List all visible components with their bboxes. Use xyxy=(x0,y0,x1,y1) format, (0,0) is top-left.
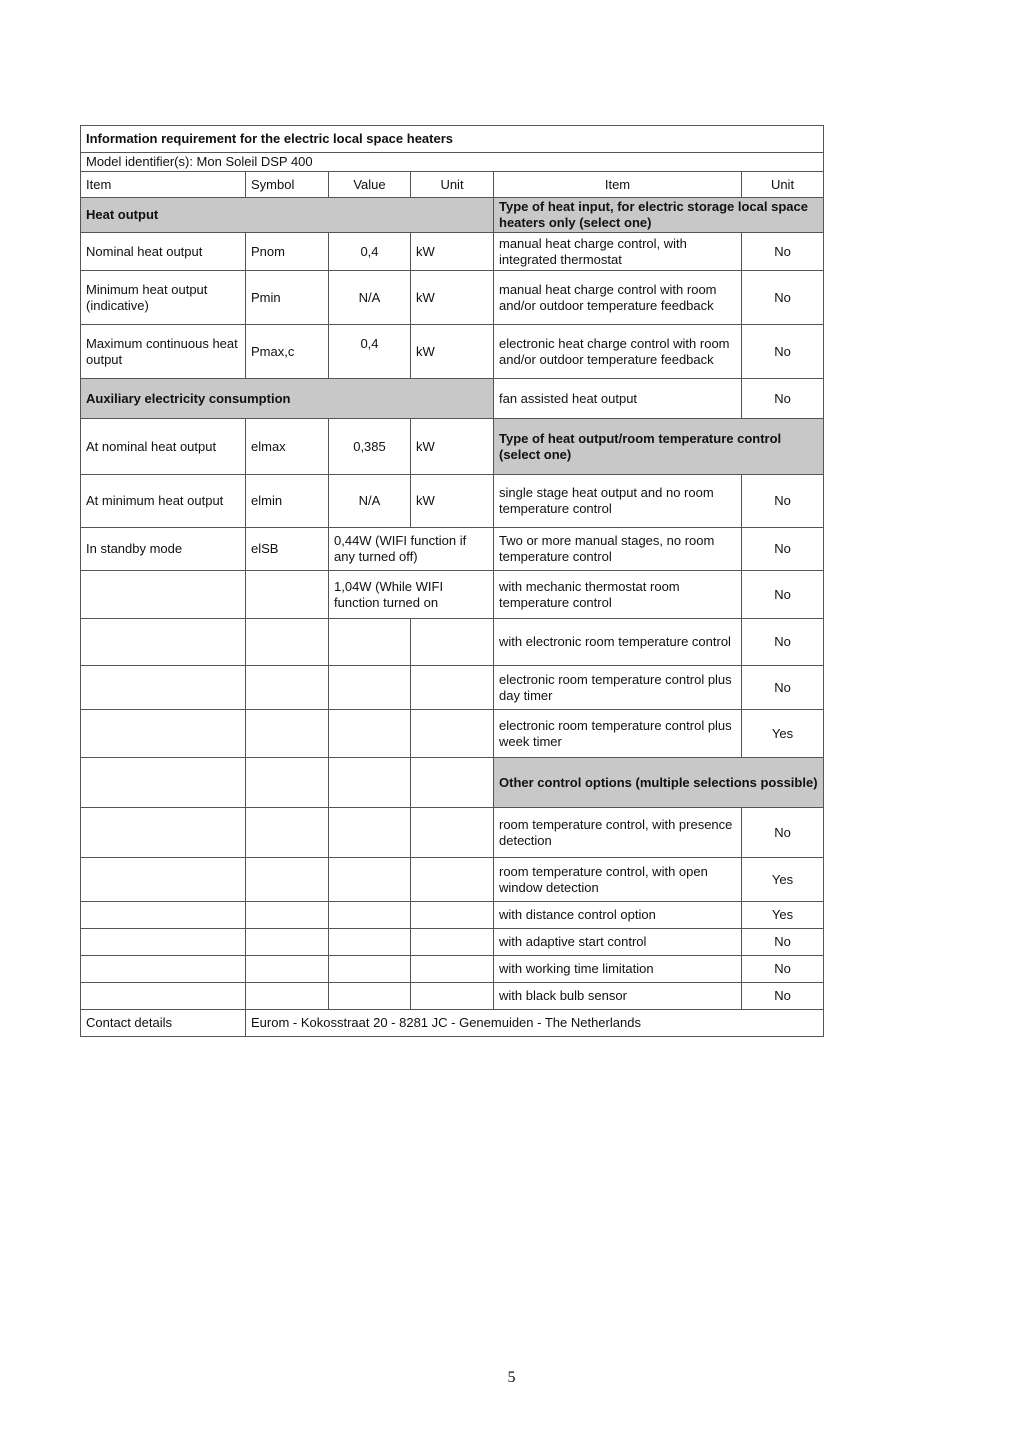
model-identifier: Model identifier(s): Mon Soleil DSP 400 xyxy=(81,153,824,172)
row-item-2: electronic heat charge control with room and/or outdoor temperature feedback xyxy=(494,325,742,379)
row-item-2: room temperature control, with open window detection xyxy=(494,858,742,902)
row-unit-2: No xyxy=(742,956,824,983)
row-value: 0,4 xyxy=(329,325,411,379)
row-value: 0,4 xyxy=(329,233,411,271)
row-item-2: with electronic room temperature control xyxy=(494,619,742,666)
column-header-row xyxy=(81,172,824,198)
row-item-2: single stage heat output and no room temperature control xyxy=(494,475,742,528)
row-item: Maximum continuous heat output xyxy=(81,325,246,379)
row-value: 0,44W (WIFI function if any turned off) xyxy=(329,528,494,571)
row-item-2: with adaptive start control xyxy=(494,929,742,956)
contact-row xyxy=(81,1010,824,1037)
row-unit: kW xyxy=(411,271,494,325)
row-item-2: fan assisted heat output xyxy=(494,379,742,419)
row-unit-2: No xyxy=(742,475,824,528)
table-row xyxy=(81,619,824,666)
model-row xyxy=(81,153,824,172)
row-unit-2: No xyxy=(742,666,824,710)
table-row xyxy=(81,233,824,271)
row-symbol: elSB xyxy=(246,528,329,571)
row-item-2: electronic room temperature control plus day timer xyxy=(494,666,742,710)
row-symbol: Pnom xyxy=(246,233,329,271)
row-unit: kW xyxy=(411,419,494,475)
page-number: 5 xyxy=(507,1369,516,1386)
table-row xyxy=(81,528,824,571)
row-unit: kW xyxy=(411,233,494,271)
row-item-2: with mechanic thermostat room temperature control xyxy=(494,571,742,619)
heat-input-header: Type of heat input, for electric storage local space heaters only (select one) xyxy=(494,198,824,233)
row-symbol: elmax xyxy=(246,419,329,475)
row-item-2: Two or more manual stages, no room temperature control xyxy=(494,528,742,571)
row-unit-2: No xyxy=(742,983,824,1010)
section-header-row xyxy=(81,198,824,233)
table-title-row xyxy=(81,126,824,153)
table-row xyxy=(81,858,824,902)
table-row xyxy=(81,929,824,956)
row-item-2: with black bulb sensor xyxy=(494,983,742,1010)
table-row xyxy=(81,956,824,983)
header-unit: Unit xyxy=(411,172,494,198)
row-item: Minimum heat output (indicative) xyxy=(81,271,246,325)
header-item-2: Item xyxy=(494,172,742,198)
auxiliary-consumption-header: Auxiliary electricity consumption xyxy=(81,379,494,419)
table-row xyxy=(81,983,824,1010)
row-item: At minimum heat output xyxy=(81,475,246,528)
row-item: Nominal heat output xyxy=(81,233,246,271)
row-symbol: Pmin xyxy=(246,271,329,325)
heat-output-header: Heat output xyxy=(81,198,494,233)
table-row xyxy=(81,419,824,475)
header-symbol: Symbol xyxy=(246,172,329,198)
header-value: Value xyxy=(329,172,411,198)
table-row xyxy=(81,666,824,710)
row-value: N/A xyxy=(329,475,411,528)
contact-details: Eurom - Kokosstraat 20 - 8281 JC - Genemuiden - The Netherlands xyxy=(246,1010,824,1037)
row-unit-2: No xyxy=(742,379,824,419)
row-unit: kW xyxy=(411,325,494,379)
row-unit-2: Yes xyxy=(742,710,824,758)
row-unit-2: No xyxy=(742,528,824,571)
table-row xyxy=(81,710,824,758)
row-value: N/A xyxy=(329,271,411,325)
table-row xyxy=(81,271,824,325)
table-row xyxy=(81,571,824,619)
header-unit-2: Unit xyxy=(742,172,824,198)
row-item-2: with working time limitation xyxy=(494,956,742,983)
row-item-2: with distance control option xyxy=(494,902,742,929)
table-row xyxy=(81,379,824,419)
row-unit-2: No xyxy=(742,929,824,956)
table-row xyxy=(81,325,824,379)
heat-output-control-header: Type of heat output/room temperature control (select one) xyxy=(494,419,824,475)
table-row xyxy=(81,758,824,808)
row-symbol: Pmax,c xyxy=(246,325,329,379)
row-unit-2: No xyxy=(742,571,824,619)
row-unit: kW xyxy=(411,475,494,528)
table-row xyxy=(81,808,824,858)
information-requirement-table xyxy=(80,125,824,1037)
contact-label: Contact details xyxy=(81,1010,246,1037)
row-unit-2: Yes xyxy=(742,858,824,902)
row-unit-2: No xyxy=(742,619,824,666)
row-item: At nominal heat output xyxy=(81,419,246,475)
row-item-2: room temperature control, with presence detection xyxy=(494,808,742,858)
row-value: 0,385 xyxy=(329,419,411,475)
table-row xyxy=(81,475,824,528)
table-title: Information requirement for the electric local space heaters xyxy=(81,126,824,153)
other-control-options-header: Other control options (multiple selections possible) xyxy=(494,758,824,808)
row-unit-2: No xyxy=(742,325,824,379)
row-item-2: electronic room temperature control plus week timer xyxy=(494,710,742,758)
row-item-2: manual heat charge control, with integrated thermostat xyxy=(494,233,742,271)
row-symbol: elmin xyxy=(246,475,329,528)
row-unit-2: No xyxy=(742,271,824,325)
row-item: In standby mode xyxy=(81,528,246,571)
table-row xyxy=(81,902,824,929)
header-item: Item xyxy=(81,172,246,198)
row-unit-2: No xyxy=(742,233,824,271)
row-unit-2: No xyxy=(742,808,824,858)
row-item-2: manual heat charge control with room and/or outdoor temperature feedback xyxy=(494,271,742,325)
row-value: 1,04W (While WIFI function turned on xyxy=(329,571,494,619)
row-unit-2: Yes xyxy=(742,902,824,929)
